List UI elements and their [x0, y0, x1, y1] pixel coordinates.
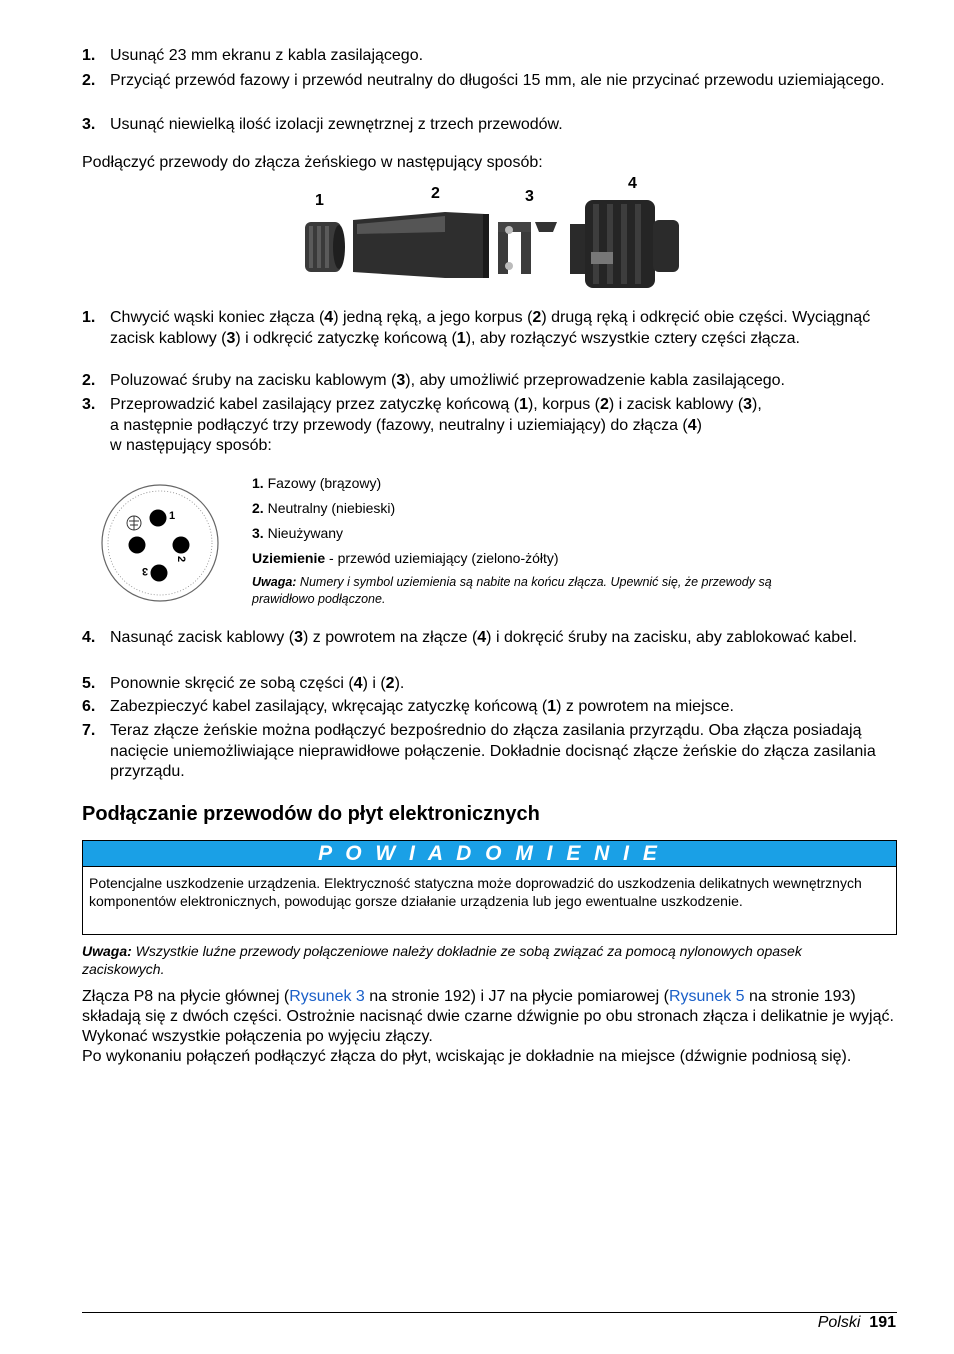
pin-label-1: 1 [169, 510, 176, 522]
step-c7: 7. Teraz złącze żeńskie można podłączyć bezpośrednio do złącza zasilania przyrządu. Oba złącza posiadają nacięcie uniemożliwiające nieprawidłowe połączenie. Dokładnie docisnąć złącze żeńskie do złącza zasilania przyrządu. [82, 722, 876, 780]
step-a2: 2. Przyciąć przewód fazowy i przewód neutralny do długości 15 mm, ale nie przycinać przewodu uziemiającego. [82, 72, 885, 89]
step-b3: 3. Przeprowadzić kabel zasilający przez zatyczkę końcową (1), korpus (2) i zacisk kablowy (3), a następnie podłączyć trzy przewody (fazowy, neutralny i uziemiający) do złącza (4) w następujący sposób: [82, 396, 762, 454]
note-ties: Uwaga: Wszystkie luźne przewody połączeniowe należy dokładnie ze sobą związać za pomocą nylonowych opasek zaciskowych. [82, 943, 802, 977]
pin-label-3: 3 [142, 565, 149, 577]
link-rysunek-5[interactable]: Rysunek 5 [668, 988, 745, 1005]
step-b1: 1. Chwycić wąski koniec złącza (4) jedną ręką, a jego korpus (2) drugą ręką i odkręcić obie części. Wyciągnąć zacisk kablowy (3) i odkręcić zatyczkę końcową (1), aby rozłączyć wszystkie cztery części złącza. [82, 309, 871, 347]
notice-body: Potencjalne uszkodzenie urządzenia. Elektryczność statyczna może doprowadzić do uszkodzenia delikatnych wewnętrznych komponentów elektronicznych, powodując gorsze działanie urządzenia lub jego ewentualne uszkodzenie. [89, 875, 862, 909]
figure-label-1: 1 [315, 192, 324, 209]
pin-1 [150, 510, 167, 527]
intro-text: Podłączyć przewody do złącza żeńskiego w następujący sposób: [82, 154, 543, 171]
step-c6: 6. Zabezpieczyć kabel zasilający, wkręcając zatyczkę końcową (1) z powrotem na miejsce. [82, 698, 734, 715]
end-cap-image [305, 222, 345, 272]
page-number: 191 [869, 1314, 896, 1331]
step-c4: 4. Nasunąć zacisk kablowy (3) z powrotem na złącze (4) i dokręcić śruby na zacisku, aby zablokować kabel. [82, 629, 858, 646]
body-image [353, 212, 489, 278]
cable-clamp-image [498, 222, 557, 274]
section-heading: Podłączanie przewodów do płyt elektronicznych [82, 803, 540, 825]
connector-image [570, 200, 679, 288]
notice-box [82, 840, 897, 935]
legend-item-2: 2. Neutralny (niebieski) [252, 500, 396, 516]
notice-title: P O W I A D O M I E N I E [83, 841, 896, 867]
step-c5: 5. Ponownie skręcić ze sobą części (4) i (2). [82, 675, 405, 692]
footer [818, 1314, 896, 1332]
legend-item-3: 3. Nieużywany [252, 525, 344, 541]
pin-2 [173, 537, 190, 554]
legend-item-ground: Uziemienie - przewód uziemiający (zielono-żółty) [252, 550, 559, 566]
pin-3 [151, 565, 168, 582]
pin-ground [129, 537, 146, 554]
step-a1: 1. Usunąć 23 mm ekranu z kabla zasilającego. [82, 47, 424, 64]
footer-language: Polski [817, 1314, 861, 1331]
figure-label-4: 4 [628, 175, 637, 192]
footer-divider [82, 1312, 897, 1313]
legend-note: Uwaga: Numery i symbol uziemienia są nabite na końcu złącza. Upewnić się, że przewody są prawidłowo podłączone. [252, 575, 772, 606]
step-a3: 3. Usunąć niewielką ilość izolacji zewnętrznej z trzech przewodów. [82, 116, 563, 133]
final-paragraph: Złącza P8 na płycie głównej (Rysunek 3 na stronie 192) i J7 na płycie pomiarowej (Rysunek 5 na stronie 193) składają się z dwóch części. Ostrożnie nacisnąć dwie czarne dźwignie po obu stronach złącza i delikatnie je wyjąć. Wykonać wszystkie połączenia po wyjęciu złączy. Po wykonaniu połączeń podłączyć złącza do płyt, wciskając je dokładnie na miejsce (dźwignie podniosą się). [82, 988, 894, 1065]
pin-label-2: 2 [175, 555, 188, 563]
figure-label-2: 2 [431, 185, 440, 202]
step-b2: 2. Poluzować śruby na zacisku kablowym (3), aby umożliwić przeprowadzenie kabla zasilającego. [82, 372, 785, 389]
figure-label-3: 3 [525, 188, 534, 205]
connector-parts-figure [295, 172, 685, 290]
legend-item-1: 1. Fazowy (brązowy) [252, 475, 382, 491]
link-rysunek-3[interactable]: Rysunek 3 [289, 988, 365, 1005]
pin-diagram [92, 477, 232, 612]
